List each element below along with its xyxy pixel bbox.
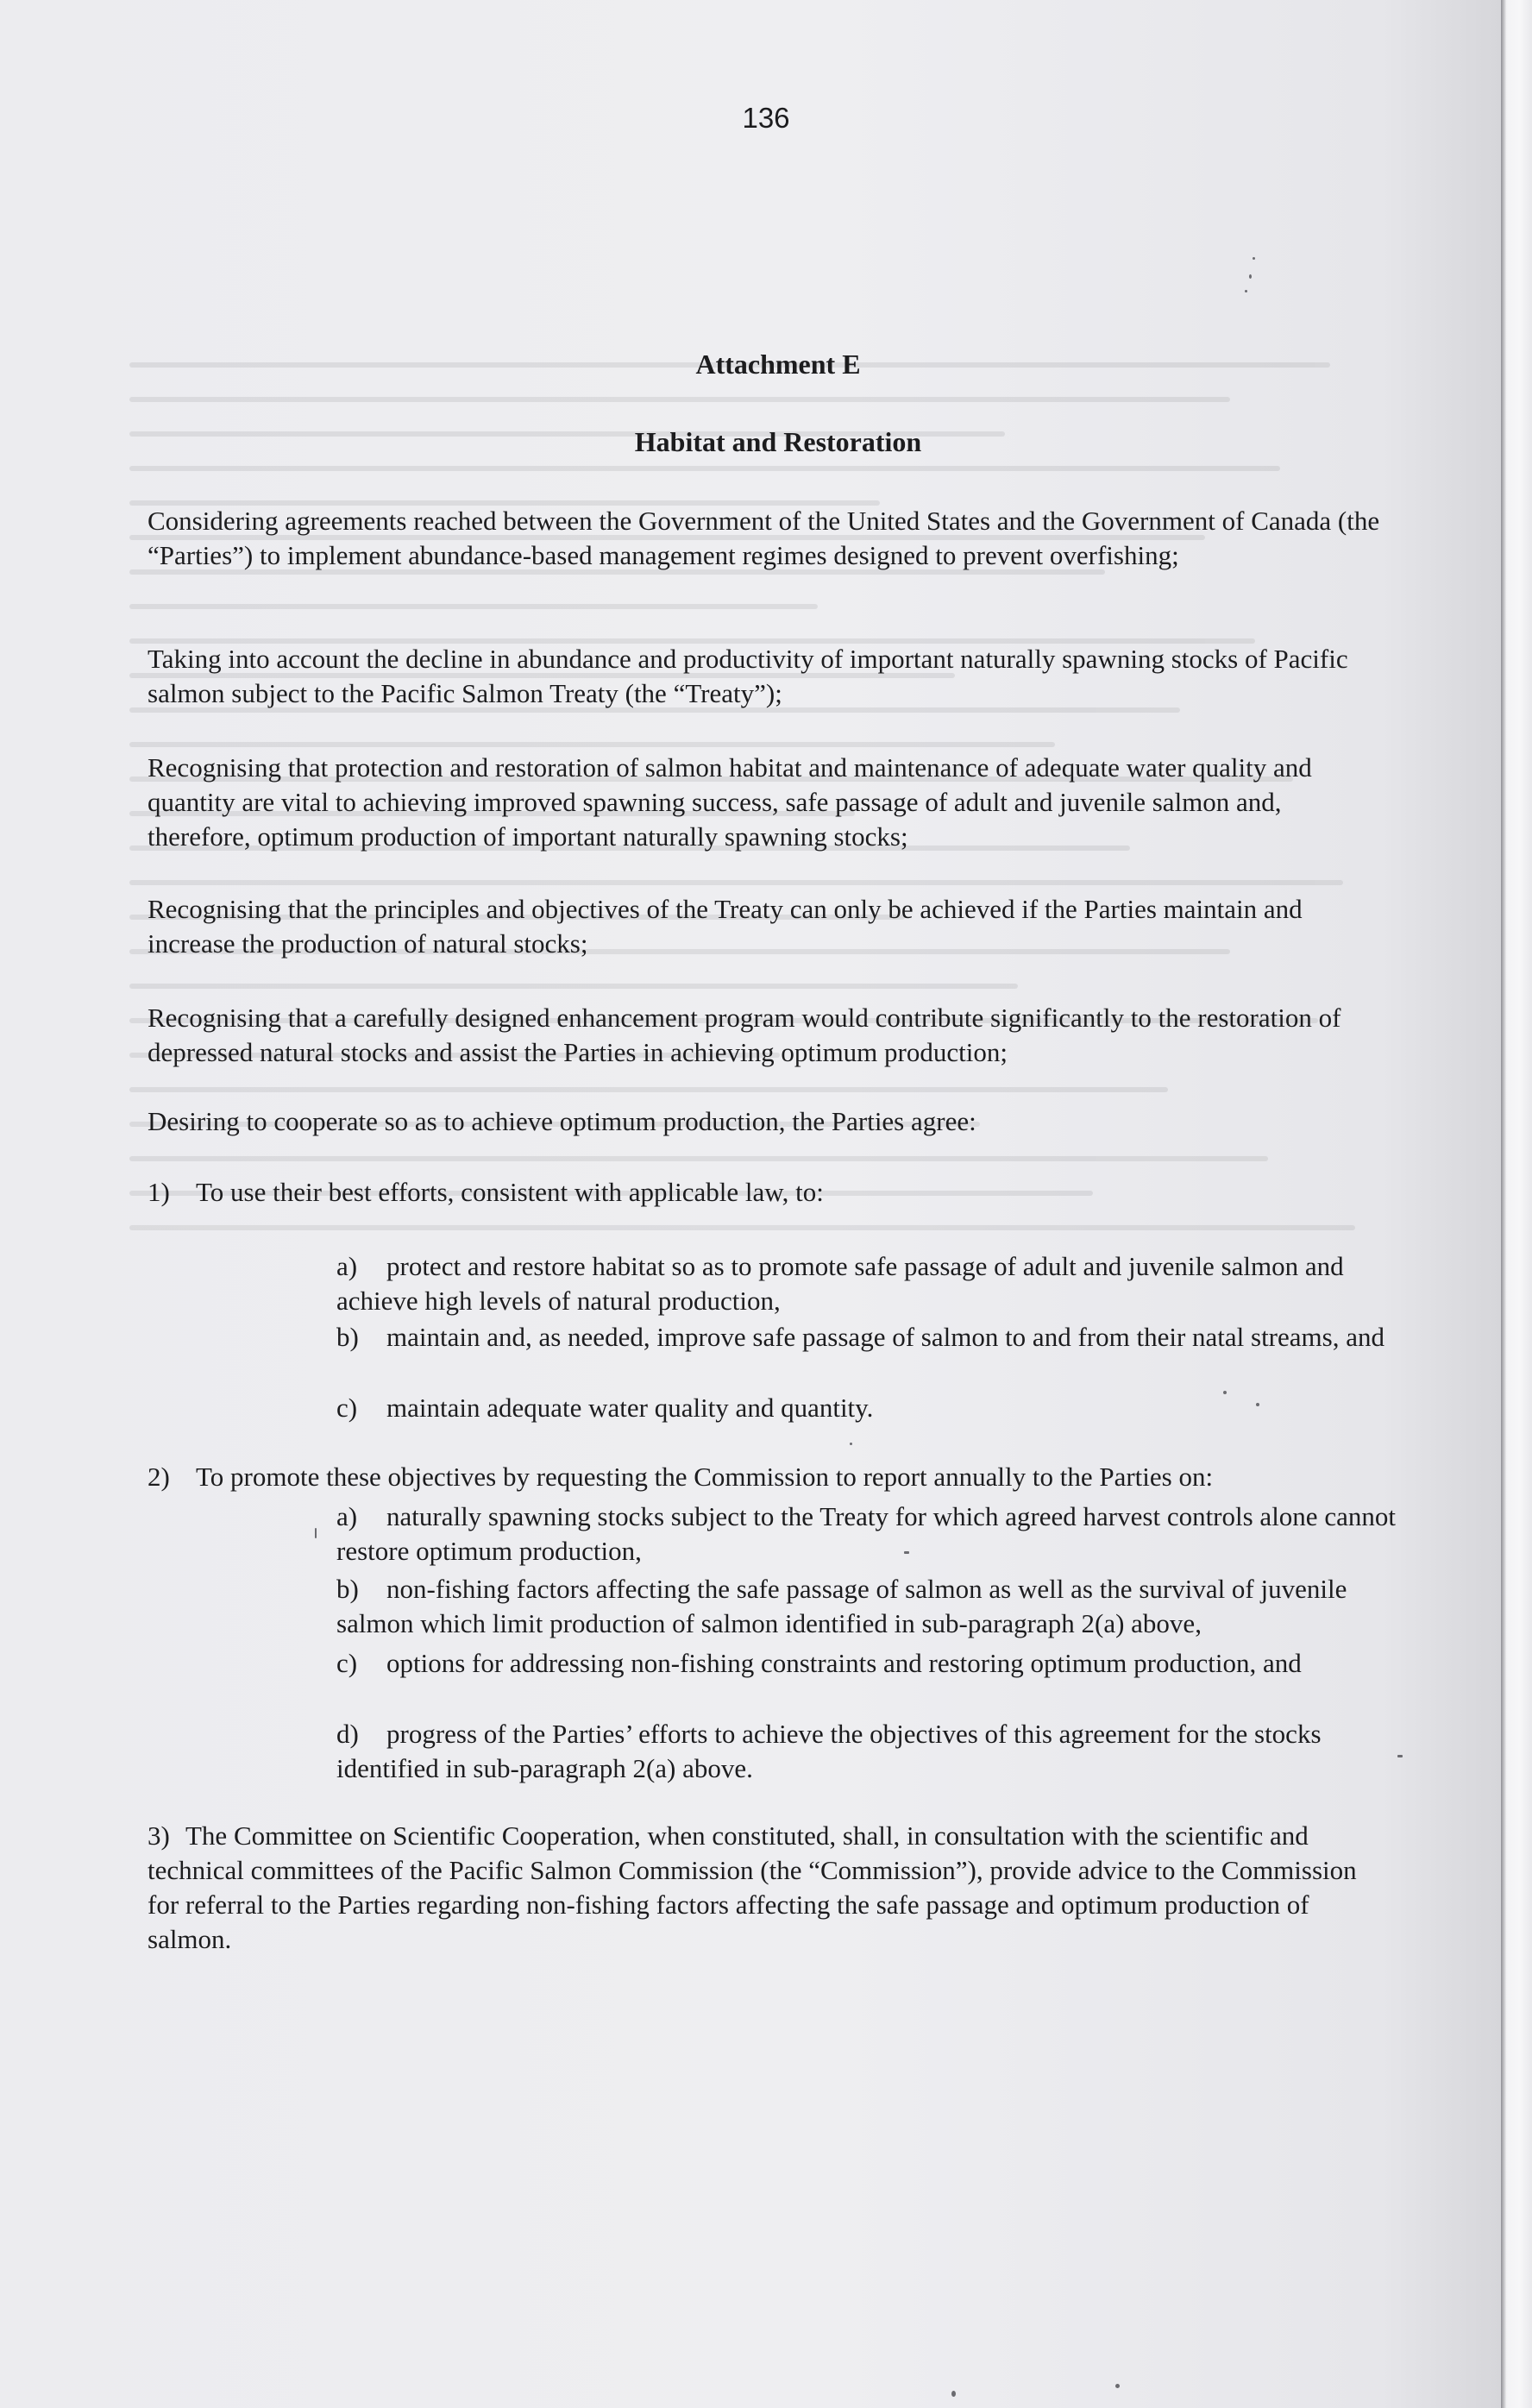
sub-item-label: c) <box>336 1648 358 1678</box>
item-text: To use their best efforts, consistent with applicable law, to: <box>196 1177 824 1207</box>
page-number: 136 <box>742 102 790 134</box>
scan-speck <box>1223 1391 1227 1394</box>
sub-item-label: b) <box>336 1322 359 1352</box>
sub-item-text: options for addressing non-fishing constraints and restoring optimum production, and <box>386 1648 1302 1678</box>
scan-speck <box>1256 1403 1259 1406</box>
item-text: The Committee on Scientific Cooperation, when constituted, shall, in consultation with the scientific and technical committees of the Pacific Salmon Commission (the “Commission”), provide advice to the Commission for referral to the Parties regarding non-fishing factors affecting the safe passage and optimum production of salmon. <box>148 1820 1357 1954</box>
sub-item <box>336 1572 1406 1641</box>
scan-speck <box>315 1528 317 1538</box>
scan-speck <box>1253 257 1255 260</box>
sub-item-text: non-fishing factors affecting the safe passage of salmon as well as the survival of juvenile salmon which limit production of salmon identified in sub-paragraph 2(a) above, <box>336 1574 1347 1638</box>
numbered-item <box>148 1175 1390 1210</box>
sub-item-text: maintain adequate water quality and quantity. <box>386 1393 874 1423</box>
sub-item-label: c) <box>336 1393 358 1423</box>
preamble-paragraph: Taking into account the decline in abundance and productivity of important naturally spawning stocks of Pacific salmon subject to the Pacific Salmon Treaty (the “Treaty”); <box>148 644 1348 708</box>
preamble-paragraph: Recognising that a carefully designed enhancement program would contribute significantly to the restoration of depressed natural stocks and assist the Parties in achieving optimum production; <box>148 1003 1341 1067</box>
sub-item <box>336 1249 1406 1318</box>
sub-item-text: protect and restore habitat so as to promote safe passage of adult and juvenile salmon and achieve high levels of natural production, <box>336 1251 1344 1316</box>
sub-item-label: a) <box>336 1501 358 1531</box>
sub-item <box>336 1391 1406 1425</box>
sub-item <box>336 1646 1406 1681</box>
item-label: 2) <box>148 1462 170 1492</box>
item-text: To promote these objectives by requesting the Commission to report annually to the Parties on: <box>196 1462 1214 1492</box>
item-label: 3) <box>148 1820 170 1851</box>
sub-item-label: b) <box>336 1574 359 1604</box>
sub-item <box>336 1499 1406 1569</box>
scan-speck <box>1115 2384 1120 2388</box>
item-label: 1) <box>148 1177 170 1207</box>
preamble-paragraph: Recognising that the principles and objectives of the Treaty can only be achieved if the Parties maintain and increase the production of natural stocks; <box>148 894 1303 959</box>
sub-item-text: maintain and, as needed, improve safe passage of salmon to and from their natal streams, and <box>386 1322 1384 1352</box>
preamble-paragraph: Considering agreements reached between the Government of the United States and the Government of Canada (the “Parties”) to implement abundance-based management regimes designed to prevent overfishing; <box>148 506 1380 570</box>
scan-speck <box>951 2391 956 2397</box>
scan-speck <box>1249 274 1252 279</box>
sub-item-label: d) <box>336 1719 359 1749</box>
sub-item-text: naturally spawning stocks subject to the Treaty for which agreed harvest controls alone cannot restore optimum production, <box>336 1501 1396 1566</box>
preamble-paragraph: Desiring to cooperate so as to achieve optimum production, the Parties agree: <box>148 1106 976 1136</box>
scan-speck <box>850 1443 852 1445</box>
scan-speck <box>1397 1755 1403 1757</box>
scan-speck <box>1245 290 1247 292</box>
sub-item <box>336 1320 1406 1355</box>
scan-speck <box>904 1551 909 1554</box>
sub-item <box>336 1717 1406 1786</box>
numbered-item <box>148 1460 1390 1494</box>
numbered-item <box>148 1819 1390 1957</box>
preamble-paragraph: Recognising that protection and restoration of salmon habitat and maintenance of adequate water quality and quantity are vital to achieving improved spawning success, safe passage of adult and juvenile salmon and, therefore, optimum production of important naturally spawning stocks; <box>148 752 1312 852</box>
sub-item-text: progress of the Parties’ efforts to achieve the objectives of this agreement for the stocks identified in sub-paragraph 2(a) above. <box>336 1719 1322 1783</box>
page-title: Habitat and Restoration <box>634 426 922 457</box>
sub-item-label: a) <box>336 1251 358 1281</box>
attachment-heading: Attachment E <box>695 349 861 380</box>
